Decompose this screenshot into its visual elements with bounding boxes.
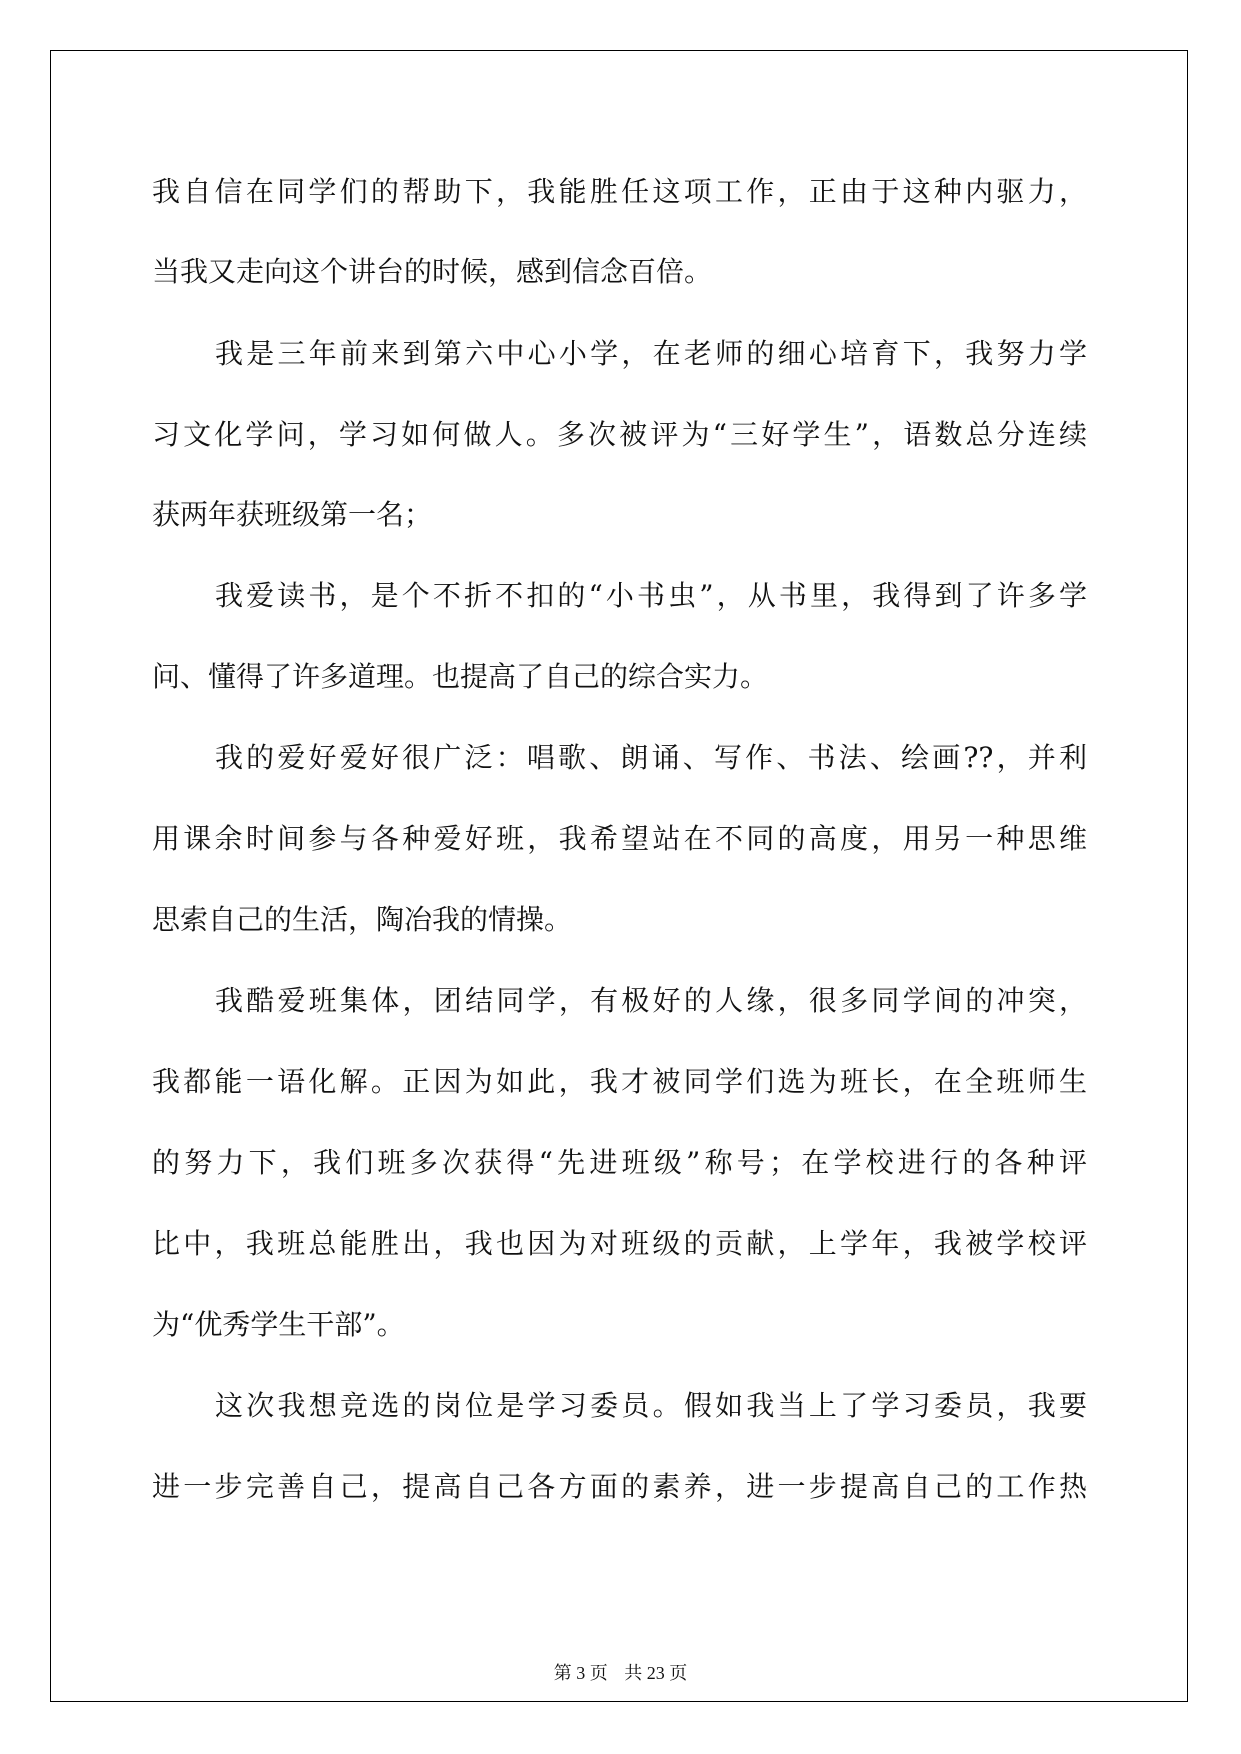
text-line: 习文化学问，学习如何做人。多次被评为“三好学生”，语数总分连续 [152,418,1087,451]
text-line: 我自信在同学们的帮助下，我能胜任这项工作，正由于这种内驱力， [152,175,1087,208]
text-line: 我的爱好爱好很广泛：唱歌、朗诵、写作、书法、绘画??，并利 [215,741,1087,774]
text-line: 我都能一语化解。正因为如此，我才被同学们选为班长，在全班师生 [152,1065,1087,1098]
text-line: 这次我想竞选的岗位是学习委员。假如我当上了学习委员，我要 [215,1389,1087,1422]
text-line: 用课余时间参与各种爱好班，我希望站在不同的高度，用另一种思维 [152,822,1087,855]
page-border [50,50,1188,1702]
page-footer [0,1661,1241,1685]
page-total: 共 23 页 [624,1663,688,1683]
text-line: 获两年获班级第一名； [152,498,433,531]
text-line: 思索自己的生活，陶冶我的情操。 [152,903,573,936]
text-line: 为“优秀学生干部”。 [152,1308,405,1341]
text-line: 我爱读书，是个不折不扣的“小书虫”，从书里，我得到了许多学 [215,579,1087,612]
text-line: 比中，我班总能胜出，我也因为对班级的贡献，上学年，我被学校评 [152,1227,1087,1260]
text-line: 问、懂得了许多道理。也提高了自己的综合实力。 [152,660,769,693]
text-line: 当我又走向这个讲台的时候，感到信念百倍。 [152,255,713,288]
text-line: 我是三年前来到第六中心小学，在老师的细心培育下，我努力学 [215,337,1087,370]
text-line: 进一步完善自己，提高自己各方面的素养，进一步提高自己的工作热 [152,1470,1087,1503]
text-line: 的努力下，我们班多次获得“先进班级”称号；在学校进行的各种评 [152,1146,1087,1179]
page-number: 第 3 页 [553,1663,608,1683]
text-line: 我酷爱班集体，团结同学，有极好的人缘，很多同学间的冲突， [215,984,1087,1017]
